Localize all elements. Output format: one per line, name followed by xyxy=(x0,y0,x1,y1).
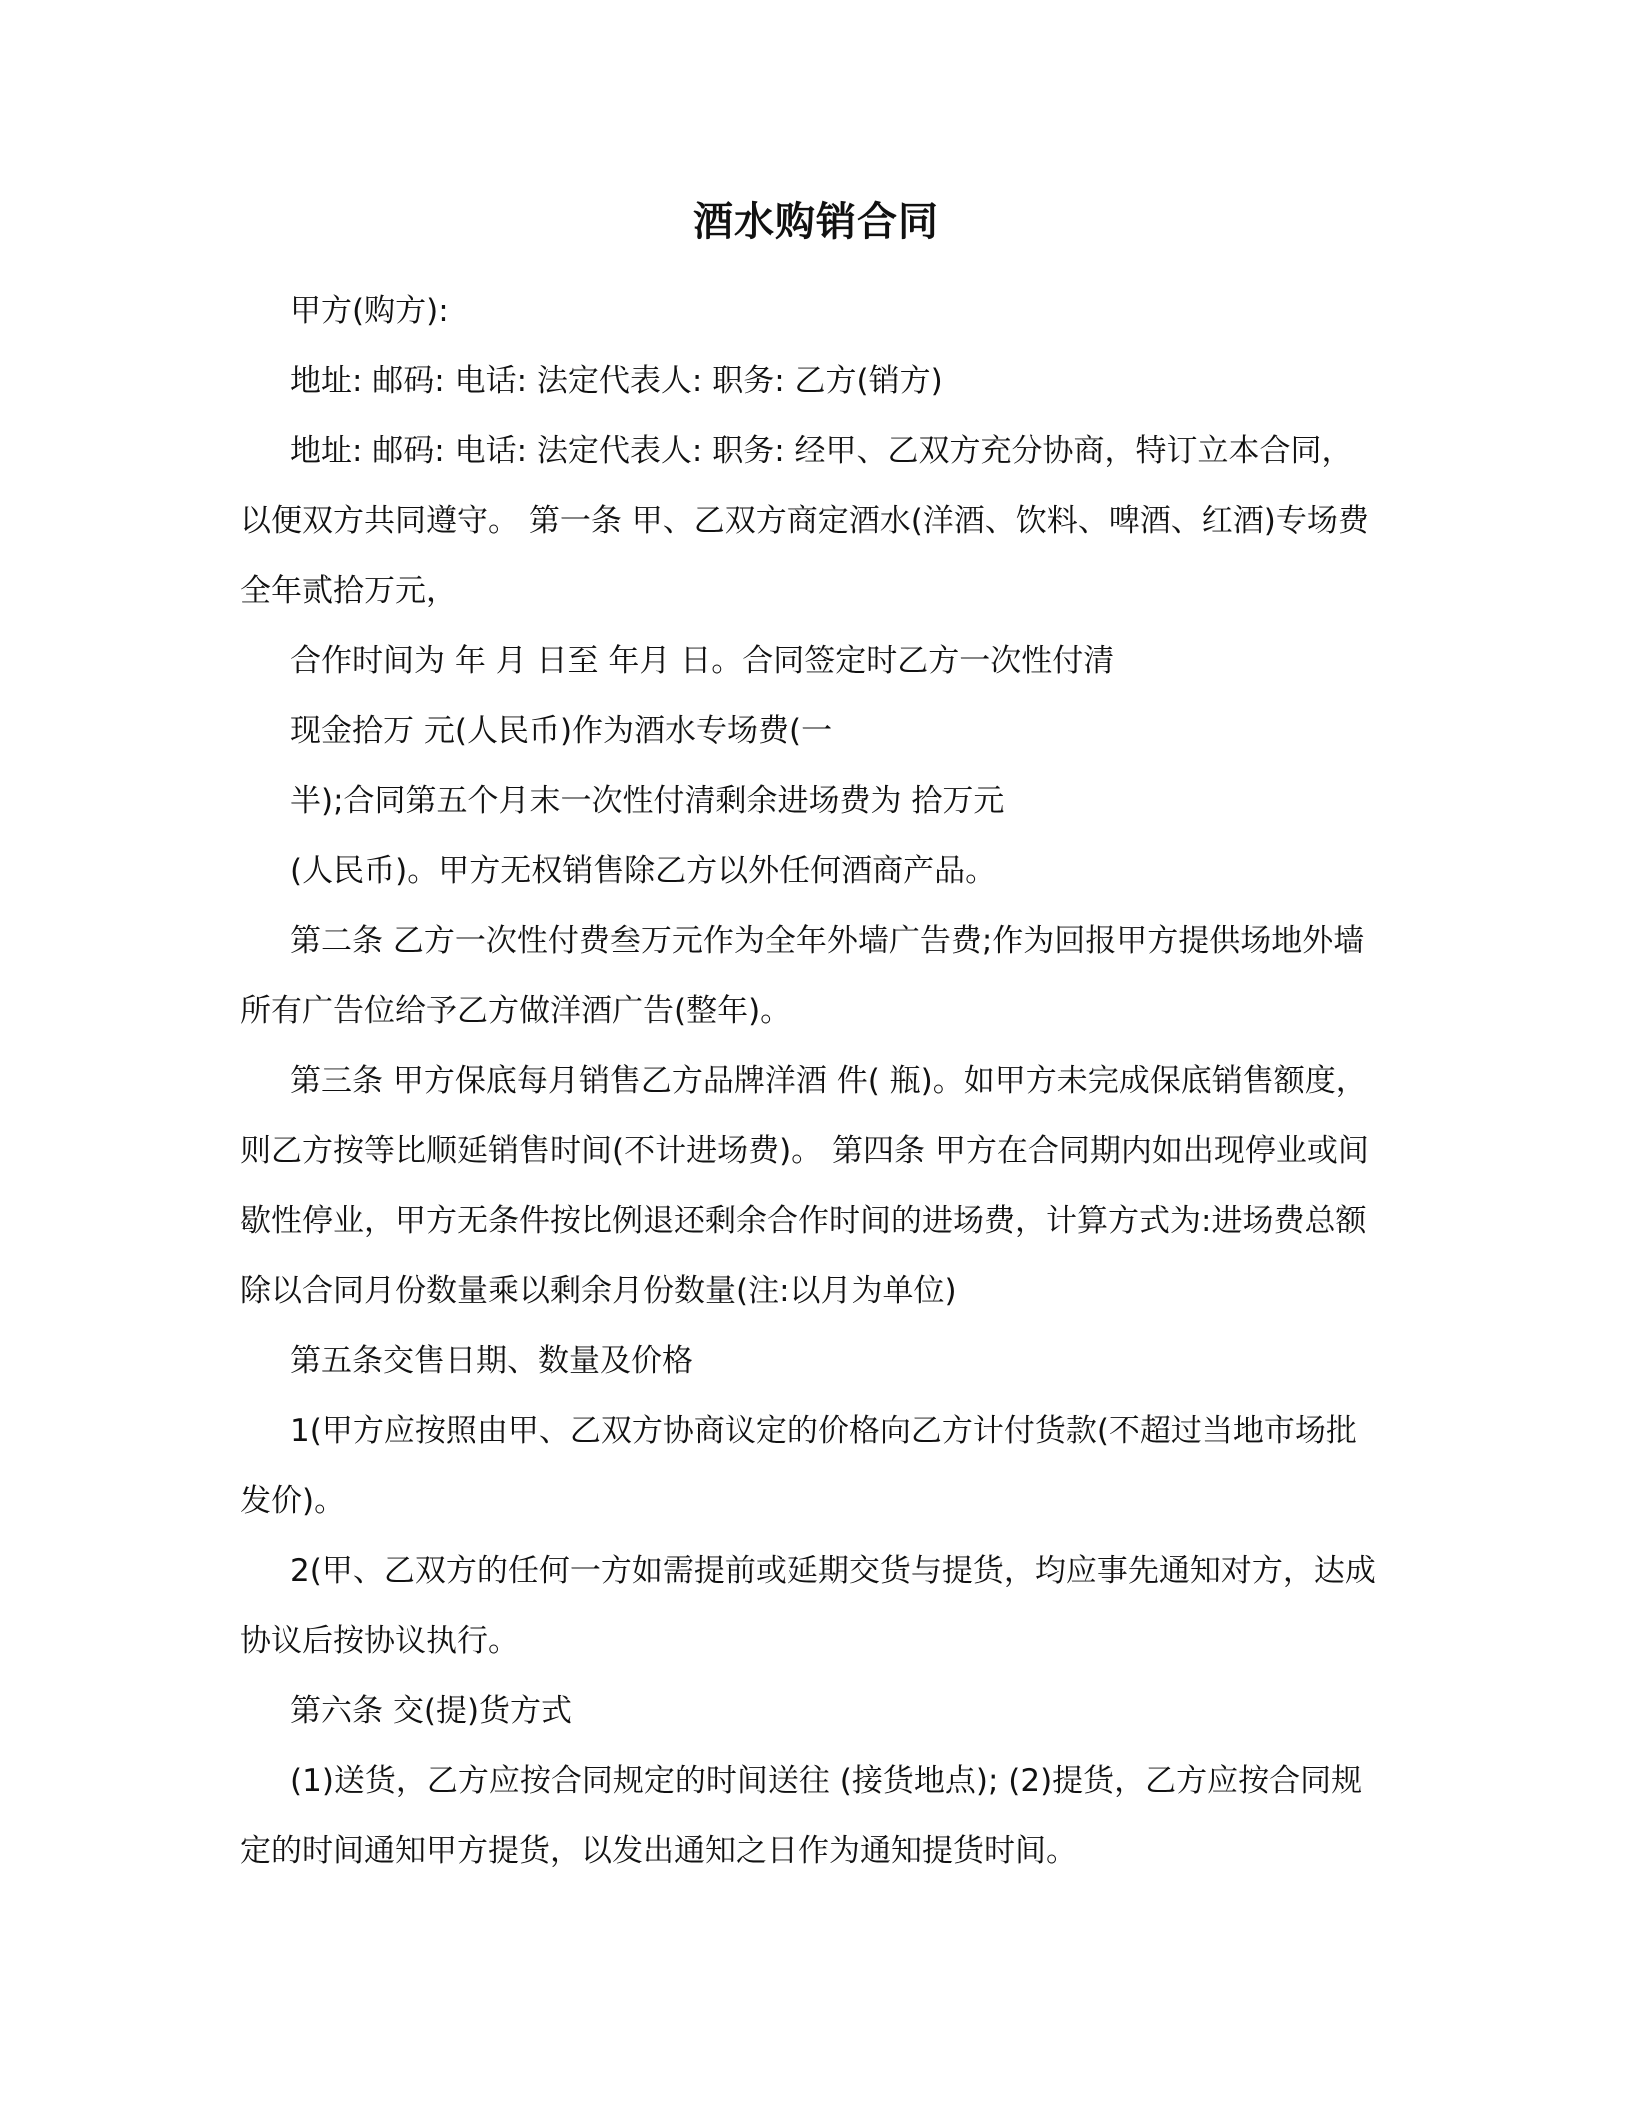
paragraph-article-5-heading: 第五条交售日期、数量及价格 xyxy=(290,1343,693,1379)
paragraph-cash-payment: 现金拾万 元(人民币)作为酒水专场费(一 xyxy=(290,713,833,749)
paragraph-article-5-item-1: 1(甲方应按照由甲、乙双方协商议定的价格向乙方计付货款(不超过当地市场批发价)。 xyxy=(240,1413,1357,1519)
paragraph-exclusivity: (人民币)。甲方无权销售除乙方以外任何酒商产品。 xyxy=(290,853,997,889)
paragraph-article-6-delivery: (1)送货，乙方应按合同规定的时间送往 (接货地点); (2)提货，乙方应按合同规定的时间通知甲方提货，以发出通知之日作为通知提货时间。 xyxy=(240,1763,1363,1869)
paragraph-party-a: 甲方(购方): xyxy=(290,293,449,329)
paragraph-article-3-4: 第三条 甲方保底每月销售乙方品牌洋酒 件( 瓶)。如甲方未完成保底销售额度，则乙方按等比顺延销售时间(不计进场费)。 第四条 甲方在合同期内如出现停业或间歇性停业，甲方无条件按比例退还剩余合作时间的进场费，计算方式为:进场费总额除以合同月份数量乘以剩余月份数量(注:以月为单位) xyxy=(240,1063,1369,1309)
document-title: 酒水购销合同 xyxy=(693,199,939,245)
paragraph-article-2: 第二条 乙方一次性付费叁万元作为全年外墙广告费;作为回报甲方提供场地外墙所有广告位给予乙方做洋酒广告(整年)。 xyxy=(240,923,1365,1029)
paragraph-article-6-heading: 第六条 交(提)货方式 xyxy=(290,1693,573,1729)
paragraph-article-5-item-2: 2(甲、乙双方的任何一方如需提前或延期交货与提货，均应事先通知对方，达成协议后按协议执行。 xyxy=(240,1553,1376,1659)
paragraph-cooperation-time: 合作时间为 年 月 日至 年月 日。合同签定时乙方一次性付清 xyxy=(290,643,1115,679)
paragraph-party-b-address: 地址: 邮码: 电话: 法定代表人: 职务: 经甲、乙双方充分协商，特订立本合同，以便双方共同遵守。 第一条 甲、乙双方商定酒水(洋酒、饮料、啤酒、红酒)专场费全年贰拾万元， xyxy=(240,433,1369,609)
paragraph-party-a-address: 地址: 邮码: 电话: 法定代表人: 职务: 乙方(销方) xyxy=(290,363,943,399)
document-body xyxy=(240,276,1380,1886)
paragraph-remaining-fee: 半);合同第五个月末一次性付清剩余进场费为 拾万元 xyxy=(290,783,1005,819)
